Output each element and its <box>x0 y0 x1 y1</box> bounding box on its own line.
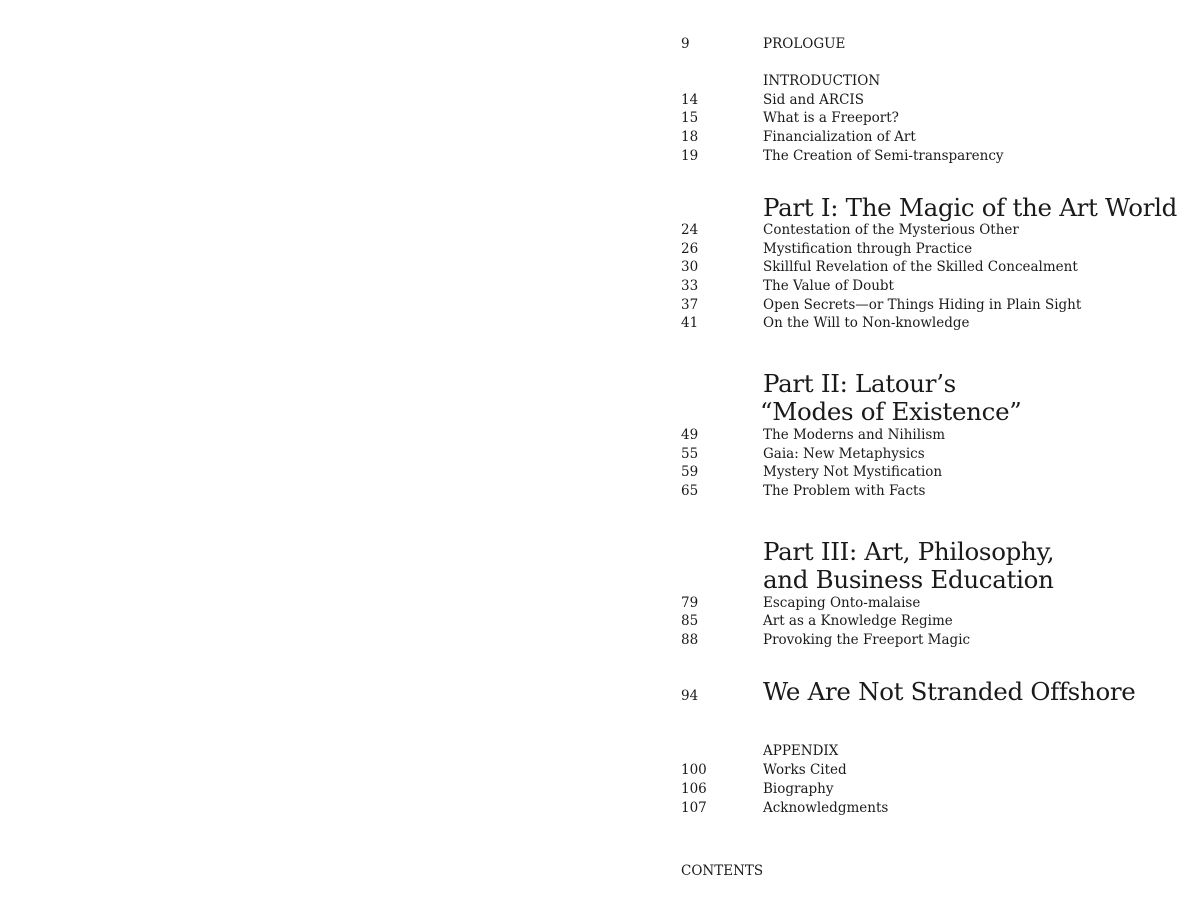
entry-title: Acknowledgments <box>763 800 889 816</box>
entry-title: Mystery Not Mystification <box>763 464 943 480</box>
part-heading-3-line-1: Part III: Art, Philosophy, <box>763 537 1055 566</box>
toc-entry[interactable] <box>681 147 1196 166</box>
toc-entry[interactable] <box>681 258 1196 277</box>
toc-entry[interactable] <box>681 426 1196 445</box>
page-footer-label: CONTENTS <box>681 863 764 879</box>
page-number: 19 <box>681 148 699 164</box>
page-number: 55 <box>681 446 699 462</box>
page-number: 88 <box>681 632 699 648</box>
page-number: 15 <box>681 110 699 126</box>
toc-entry[interactable] <box>681 277 1196 296</box>
toc-entry[interactable] <box>681 482 1196 501</box>
part-heading-2-line-2: “Modes of Existence” <box>760 397 1022 426</box>
section-label: INTRODUCTION <box>763 73 881 89</box>
entry-title: The Problem with Facts <box>763 483 926 499</box>
part-heading-1: Part I: The Magic of the Art World <box>763 193 1178 222</box>
entry-title: Contestation of the Mysterious Other <box>763 222 1019 238</box>
section-label: APPENDIX <box>763 743 839 759</box>
page-number: 79 <box>681 595 699 611</box>
toc-entry[interactable] <box>681 221 1196 240</box>
page-number: 94 <box>681 688 699 704</box>
toc-entry[interactable] <box>681 109 1196 128</box>
toc-entry[interactable] <box>681 799 1196 818</box>
entry-title: Escaping Onto-malaise <box>763 595 921 611</box>
page-number: 26 <box>681 241 699 257</box>
toc-entry[interactable] <box>681 91 1196 110</box>
page-number: 9 <box>681 36 690 52</box>
toc-entry[interactable] <box>681 631 1196 650</box>
toc-entry[interactable] <box>681 128 1196 147</box>
entry-title: Art as a Knowledge Regime <box>763 613 953 629</box>
page-number: 100 <box>681 762 707 778</box>
entry-title: The Value of Doubt <box>763 278 894 294</box>
toc-entry[interactable] <box>681 780 1196 799</box>
page-number: 106 <box>681 781 707 797</box>
page-number: 33 <box>681 278 699 294</box>
toc-entry[interactable] <box>681 594 1196 613</box>
entry-title: Skillful Revelation of the Skilled Concealment <box>763 259 1078 275</box>
entry-title: On the Will to Non-knowledge <box>763 315 970 331</box>
part-heading-2-line-1: Part II: Latour’s <box>763 369 956 398</box>
toc-entry[interactable] <box>681 612 1196 631</box>
entry-title: Works Cited <box>763 762 847 778</box>
section-label-appendix <box>681 742 1196 761</box>
part-heading-3-line-2: and Business Education <box>763 565 1054 594</box>
entry-title: PROLOGUE <box>763 36 846 52</box>
entry-title: The Moderns and Nihilism <box>763 427 946 443</box>
page-number: 18 <box>681 129 699 145</box>
page-number: 24 <box>681 222 699 238</box>
contents-page <box>600 0 1200 912</box>
entry-title: Provoking the Freeport Magic <box>763 632 971 648</box>
toc-entry[interactable] <box>681 314 1196 333</box>
entry-title: Financialization of Art <box>763 129 916 145</box>
page-number: 59 <box>681 464 699 480</box>
page-number: 107 <box>681 800 707 816</box>
entry-title: Mystification through Practice <box>763 241 973 257</box>
page-number: 85 <box>681 613 699 629</box>
page-number: 14 <box>681 92 699 108</box>
toc-entry[interactable] <box>681 445 1196 464</box>
entry-title: What is a Freeport? <box>763 110 899 126</box>
entry-title: Sid and ARCIS <box>763 92 864 108</box>
page-number: 65 <box>681 483 699 499</box>
entry-title: Open Secrets—or Things Hiding in Plain Sight <box>763 297 1082 313</box>
entry-title: Biography <box>763 781 834 797</box>
page-number: 37 <box>681 297 699 313</box>
page-number: 41 <box>681 315 699 331</box>
entry-title: Gaia: New Metaphysics <box>763 446 925 462</box>
toc-entry[interactable] <box>681 296 1196 315</box>
conclusion-heading[interactable]: We Are Not Stranded Offshore <box>763 677 1136 706</box>
toc-entry[interactable] <box>681 761 1196 780</box>
toc-entry[interactable] <box>681 463 1196 482</box>
page-number: 30 <box>681 259 699 275</box>
toc-entry-prologue[interactable] <box>681 35 1196 54</box>
toc-entry[interactable] <box>681 240 1196 259</box>
section-label-introduction <box>681 72 1196 91</box>
page-number: 49 <box>681 427 699 443</box>
entry-title: The Creation of Semi-transparency <box>763 148 1004 164</box>
